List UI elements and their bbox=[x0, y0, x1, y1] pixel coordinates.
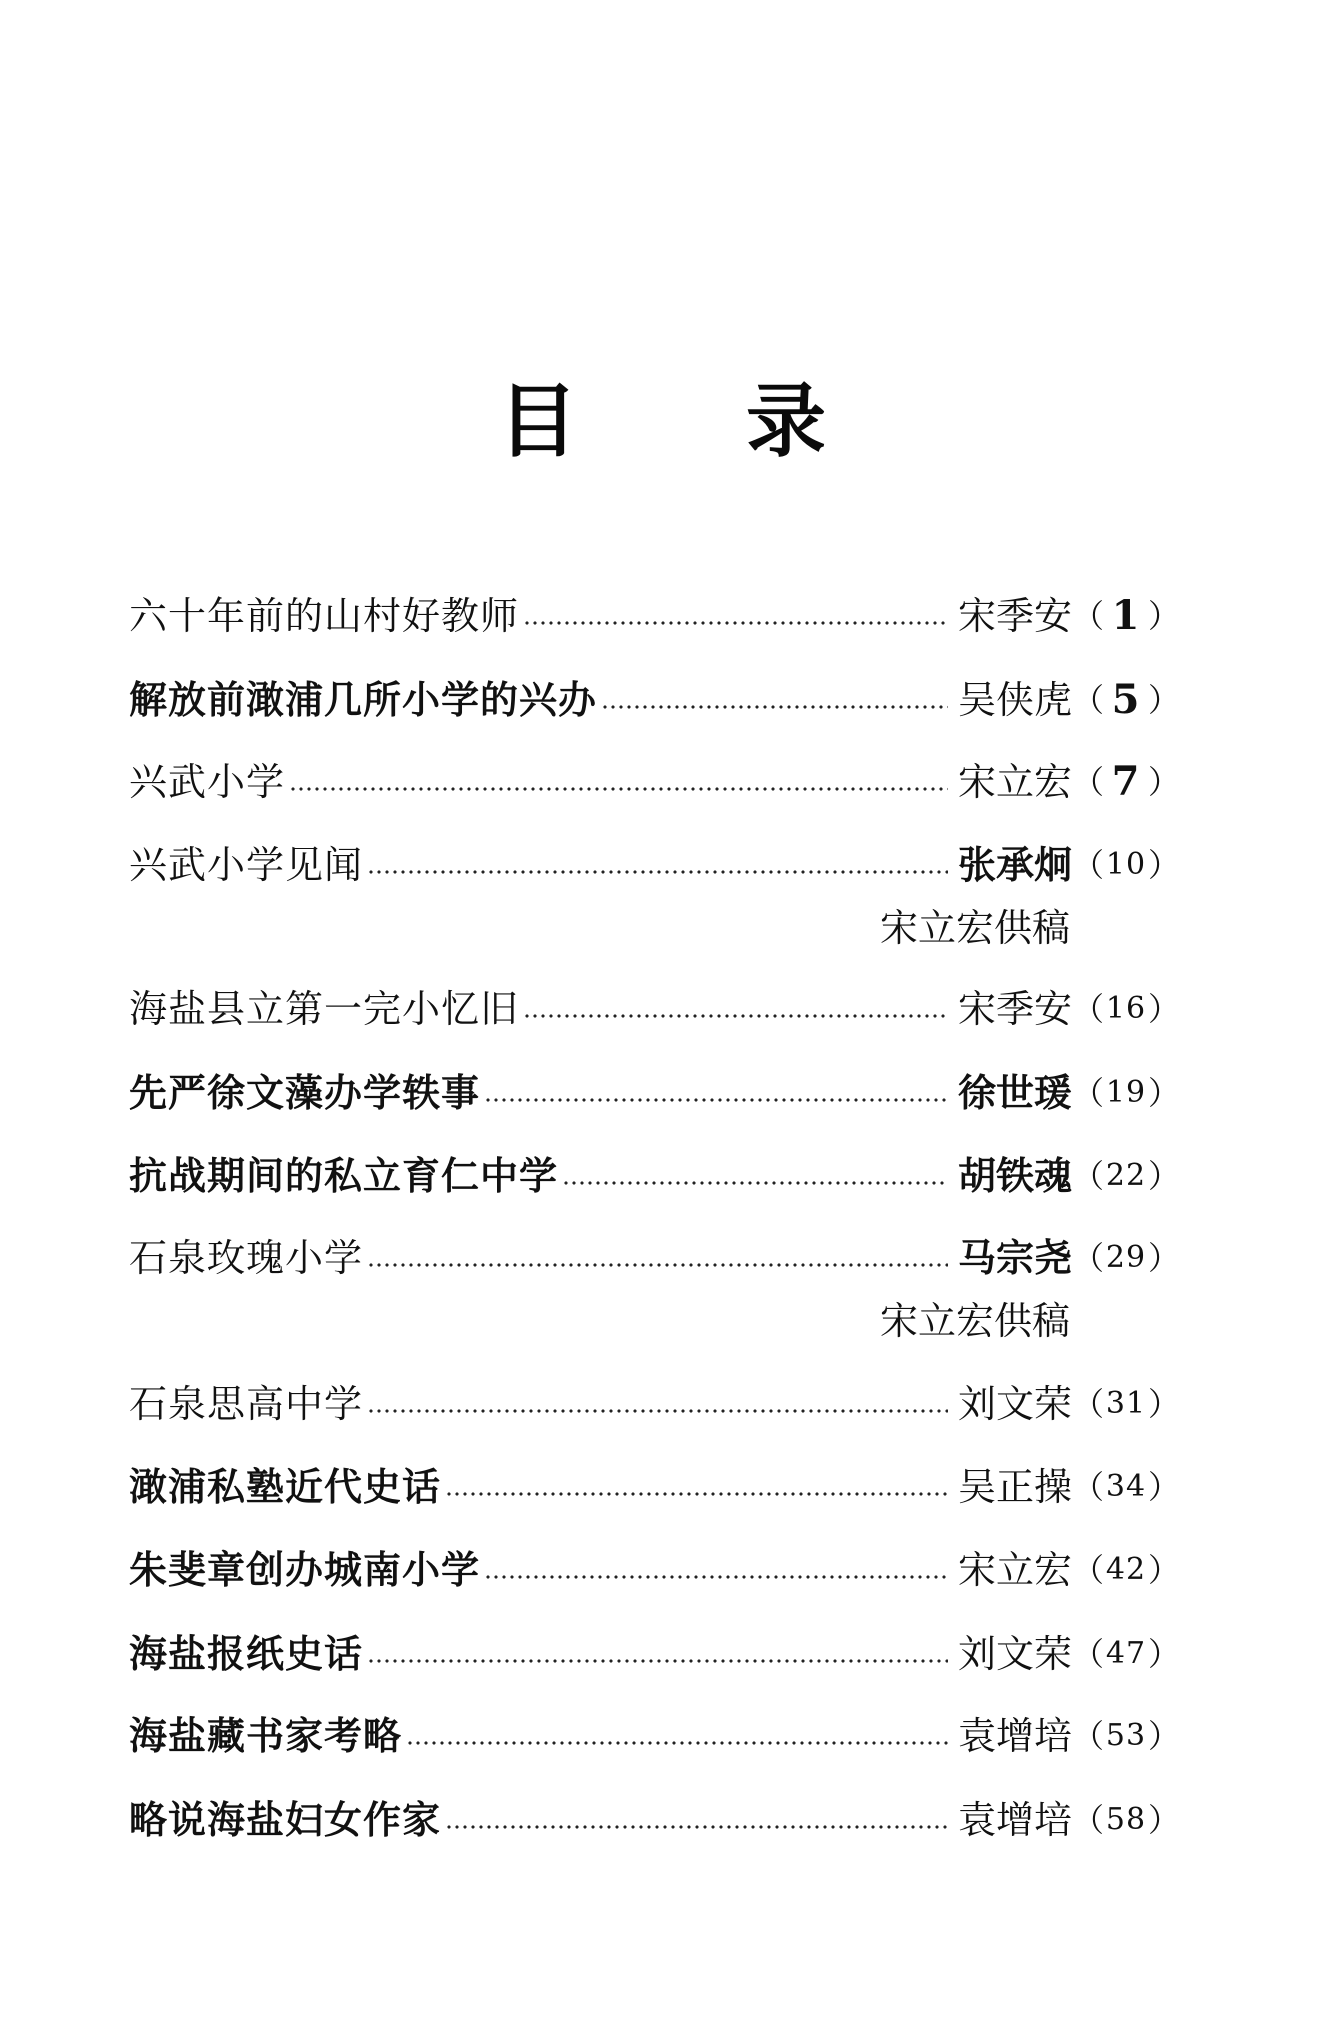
leader-dots bbox=[445, 1795, 948, 1845]
paren-close: ） bbox=[1147, 846, 1180, 884]
entry-contributor-note: 宋立宏供稿 bbox=[879, 906, 1070, 950]
paren-close: ） bbox=[1147, 1801, 1180, 1839]
entry-page bbox=[1072, 1068, 1180, 1118]
entry-author: 刘文荣 bbox=[957, 1632, 1072, 1676]
toc-entry bbox=[129, 1711, 1180, 1761]
leader-dots bbox=[562, 1151, 948, 1201]
toc-entry bbox=[129, 1545, 1180, 1595]
paren-open: （ bbox=[1072, 1385, 1105, 1423]
paren-close: ） bbox=[1147, 763, 1180, 801]
entry-page bbox=[1072, 1795, 1180, 1845]
leader-dots bbox=[445, 1462, 948, 1512]
paren-close: ） bbox=[1147, 1074, 1180, 1112]
toc-entry bbox=[129, 591, 1180, 641]
entry-title: 海盐报纸史话 bbox=[129, 1631, 364, 1676]
entry-page bbox=[1072, 1379, 1180, 1429]
leader-dots bbox=[367, 1629, 948, 1679]
paren-close: ） bbox=[1147, 990, 1180, 1028]
page-title-char-1: 目 bbox=[498, 374, 578, 468]
entry-author: 吴正操 bbox=[957, 1465, 1072, 1509]
paren-open: （ bbox=[1072, 1635, 1105, 1673]
entry-page bbox=[1072, 1629, 1180, 1679]
page-number: 47 bbox=[1105, 1636, 1147, 1671]
entry-title: 解放前澉浦几所小学的兴办 bbox=[129, 677, 598, 722]
page-number: 53 bbox=[1105, 1718, 1147, 1753]
leader-dots bbox=[289, 757, 948, 807]
toc-entry bbox=[129, 757, 1180, 807]
entry-author: 徐世瑗 bbox=[957, 1070, 1072, 1115]
toc-entry bbox=[129, 675, 1180, 725]
leader-dots bbox=[523, 591, 948, 641]
entry-page bbox=[1072, 591, 1180, 641]
entry-author: 胡铁魂 bbox=[957, 1153, 1072, 1198]
entry-page bbox=[1072, 1545, 1180, 1595]
paren-open: （ bbox=[1072, 763, 1105, 801]
toc-entry bbox=[129, 984, 1180, 1034]
entry-page bbox=[1072, 675, 1180, 725]
paren-open: （ bbox=[1072, 846, 1105, 884]
page-number: 58 bbox=[1105, 1802, 1147, 1837]
toc-entry bbox=[129, 1379, 1180, 1429]
toc-entry bbox=[129, 1462, 1180, 1512]
entry-page bbox=[1072, 1462, 1180, 1512]
entry-page bbox=[1072, 1151, 1180, 1201]
entry-author: 宋立宏 bbox=[957, 1548, 1072, 1592]
entry-title: 抗战期间的私立育仁中学 bbox=[129, 1153, 559, 1198]
entry-author: 张承炯 bbox=[957, 842, 1072, 887]
paren-close: ） bbox=[1147, 1385, 1180, 1423]
page-number: 5 bbox=[1111, 676, 1141, 723]
entry-page bbox=[1072, 1233, 1180, 1283]
leader-dots bbox=[484, 1068, 948, 1118]
paren-open: （ bbox=[1072, 990, 1105, 1028]
entry-author: 刘文荣 bbox=[957, 1382, 1072, 1426]
paren-open: （ bbox=[1072, 1074, 1105, 1112]
paren-close: ） bbox=[1147, 1717, 1180, 1755]
paren-open: （ bbox=[1072, 1551, 1105, 1589]
paren-open: （ bbox=[1072, 1157, 1105, 1195]
entry-author: 袁增培 bbox=[957, 1714, 1072, 1758]
page-title-char-2: 录 bbox=[746, 374, 826, 468]
entry-title: 石泉玫瑰小学 bbox=[129, 1236, 364, 1280]
entry-author: 吴侠虎 bbox=[957, 678, 1072, 722]
entry-page bbox=[1072, 1711, 1180, 1761]
entry-author: 宋季安 bbox=[957, 987, 1072, 1031]
toc-entry bbox=[129, 1151, 1180, 1201]
entry-title: 海盐藏书家考略 bbox=[129, 1713, 403, 1758]
toc-entry bbox=[129, 1233, 1180, 1283]
toc-entry bbox=[129, 1629, 1180, 1679]
entry-title: 朱斐章创办城南小学 bbox=[129, 1547, 481, 1592]
paren-open: （ bbox=[1072, 1239, 1105, 1277]
page-number: 10 bbox=[1105, 847, 1147, 882]
toc-entry bbox=[129, 840, 1180, 890]
page-number: 22 bbox=[1105, 1158, 1147, 1193]
paren-open: （ bbox=[1072, 1717, 1105, 1755]
page-number: 34 bbox=[1105, 1469, 1147, 1504]
entry-author: 袁增培 bbox=[957, 1798, 1072, 1842]
entry-title: 石泉思高中学 bbox=[129, 1382, 364, 1426]
toc-entry bbox=[129, 1795, 1180, 1845]
entry-author: 宋立宏 bbox=[957, 760, 1072, 804]
paren-open: （ bbox=[1072, 1801, 1105, 1839]
leader-dots bbox=[406, 1711, 948, 1761]
entry-author: 宋季安 bbox=[957, 594, 1072, 638]
page-number: 29 bbox=[1105, 1240, 1147, 1275]
paren-close: ） bbox=[1147, 681, 1180, 719]
page-number: 1 bbox=[1111, 592, 1141, 639]
entry-author: 马宗尧 bbox=[957, 1235, 1072, 1280]
page-number: 31 bbox=[1105, 1386, 1147, 1421]
paren-open: （ bbox=[1072, 1468, 1105, 1506]
entry-title: 略说海盐妇女作家 bbox=[129, 1797, 442, 1842]
page-number: 7 bbox=[1111, 758, 1141, 805]
paren-open: （ bbox=[1072, 597, 1105, 635]
leader-dots bbox=[484, 1545, 948, 1595]
toc-entry bbox=[129, 1068, 1180, 1118]
entry-title: 兴武小学 bbox=[129, 760, 286, 804]
entry-title: 先严徐文藻办学轶事 bbox=[129, 1070, 481, 1115]
paren-close: ） bbox=[1147, 597, 1180, 635]
paren-close: ） bbox=[1147, 1551, 1180, 1589]
page-number: 42 bbox=[1105, 1552, 1147, 1587]
leader-dots bbox=[367, 1379, 948, 1429]
entry-title: 六十年前的山村好教师 bbox=[129, 594, 520, 638]
paren-close: ） bbox=[1147, 1635, 1180, 1673]
page-number: 19 bbox=[1105, 1075, 1147, 1110]
paren-close: ） bbox=[1147, 1468, 1180, 1506]
entry-page bbox=[1072, 757, 1180, 807]
leader-dots bbox=[523, 984, 948, 1034]
entry-page bbox=[1072, 984, 1180, 1034]
page-number: 16 bbox=[1105, 991, 1147, 1026]
entry-title: 兴武小学见闻 bbox=[129, 843, 364, 887]
leader-dots bbox=[367, 1233, 948, 1283]
paren-close: ） bbox=[1147, 1157, 1180, 1195]
entry-page bbox=[1072, 840, 1180, 890]
leader-dots bbox=[601, 675, 948, 725]
entry-title: 海盐县立第一完小忆旧 bbox=[129, 987, 520, 1031]
paren-open: （ bbox=[1072, 681, 1105, 719]
leader-dots bbox=[367, 840, 948, 890]
entry-title: 澉浦私塾近代史话 bbox=[129, 1464, 442, 1509]
entry-contributor-note: 宋立宏供稿 bbox=[879, 1299, 1070, 1343]
paren-close: ） bbox=[1147, 1239, 1180, 1277]
